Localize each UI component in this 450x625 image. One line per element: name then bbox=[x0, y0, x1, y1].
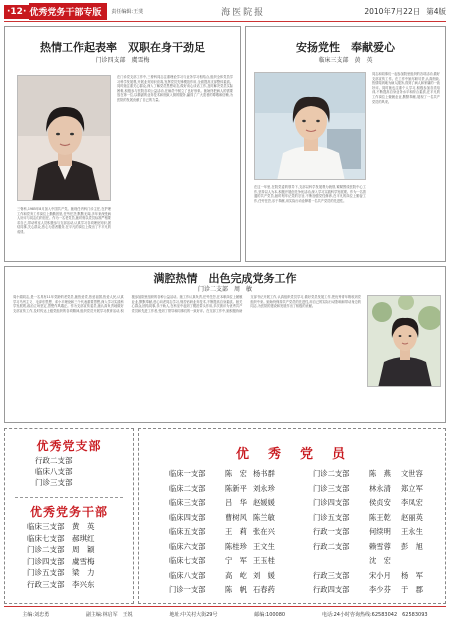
member-cell: 李少芬 bbox=[369, 585, 391, 594]
list-item: 临床三支部 黄 英 bbox=[27, 522, 95, 531]
member-cell: 侯贞安 bbox=[369, 498, 391, 507]
member-cell: 临床二支部 bbox=[169, 483, 206, 493]
member-cell: 陈 宏 bbox=[225, 469, 247, 478]
member-cell: 临床三支部 bbox=[169, 498, 206, 507]
article-1-body: 在门诊党支部工作中,三脊科同志注重理论学习与业务学习相结合,组织全体党员学习科学发展观,开展业务知识竞赛,发挥党员先锋模范作用,全面提高支部整体素质。同时她注重关心群众,深入了解党员思想动态,做好谈心谈话工作,及时解决党员实际困难,积极参与医院各项公益活动,在病员中树立了良好形象。她始终把病人的需要放在第一位,以精湛的业务技术和细致入微的服务,赢得了广大患者的尊敬和信赖,为医院的发展贡献了自己的力量。 bbox=[117, 75, 233, 102]
article-2-body-right: 同志和同事们一起参加院里组织的各项活动,做好支部宣传工作。在工作中她尽职尽责,认真细致,热情周到地为病人服务,得到了病人和家属的一致好评。同时她也注重个人学习,积极参加各类培训,不断提高自身业务水平和综合素质,在平凡的工作岗位上兢兢业业,默默奉献,展现了一名共产党员的风采。 bbox=[372, 72, 440, 104]
member-cell: 曹树风 bbox=[225, 512, 247, 522]
excellent-members-box bbox=[138, 428, 446, 604]
member-cell: 于 郡 bbox=[401, 585, 423, 594]
footer-item: 主编:刘忠勇 bbox=[22, 612, 50, 618]
member-cell: 陈 帆 bbox=[225, 585, 247, 594]
list-item: 门诊三支部 bbox=[35, 478, 73, 487]
paper-name: 海医院报 bbox=[221, 8, 266, 18]
list-item: 门诊五支部 梁 力 bbox=[27, 568, 95, 577]
list-item: 临床七支部 郝琪红 bbox=[27, 533, 95, 543]
article-1-title: 热情工作起表率 双职在身干劲足 bbox=[40, 41, 205, 54]
article-2-body-bottom: 在这一年里,在院党委的领导下,支部以科学发展观为统领,紧紧围绕医院中心工作,坚持以人为本,积极开展创先争优活动,深入学习实践科学发展观。作为一名普通的共产党员,她时刻牢记党的宗旨,不断加强党性修养,在平凡的岗位上勤奋工作,任劳任怨,乐于奉献,用实际行动诠释着一名共产党员的先进性。 bbox=[254, 185, 366, 203]
member-cell: 王玉桂 bbox=[253, 556, 275, 565]
member-cell: 临床八支部 bbox=[169, 570, 206, 580]
member-cell: 行政三支部 bbox=[313, 570, 350, 580]
member-cell: 门诊三支部 bbox=[313, 483, 350, 493]
article-3-portrait-photo bbox=[367, 295, 441, 387]
section-name: 优秀党务干部专版 bbox=[29, 3, 107, 20]
member-cell: 门诊一支部 bbox=[169, 585, 206, 594]
member-cell: 郑立军 bbox=[401, 483, 423, 493]
member-cell: 刘 媛 bbox=[253, 570, 275, 580]
article-3-body: 周小娟同志,是一名具有11年党龄的老党员,她热爱党,热爱祖国,热爱人民,认真学习马列主义、毛泽东思想、邓小平理论和三个代表重要思想,深入学习实践科学发展观,政治立场坚定,思想作风端正。作为支部宣传委员,她认真负责地做好支部宣传工作,及时传达上级党组织的各项精神,组织党员开展学习教育活动,积极参加院里组织的各种公益活动。她工作认真负责,任劳任怨,在本职岗位上兢兢业业,默默奉献,虚心向老同志学习,刻苦钻研业务技术,不断提高自身素质。她关心群众,团结同事,乐于助人,在科室中起到了模范带头作用,多次被评为优秀共产党员和先进工作者,受到了领导和同事们的一致好评。在支部工作中,她积极协助支部书记开展工作,认真组织党员学习,做好党员发展工作,把优秀青年吸收到党组织中来。她始终保持共产党员的先进性,用自己的实际行动影响和带动身边的同志,为医院的建设和发展作出了积极的贡献。 bbox=[13, 295, 361, 313]
article-3-title: 满腔热情 出色完成党务工作 bbox=[153, 272, 297, 285]
member-cell: 临床五支部 bbox=[169, 527, 206, 536]
member-cell: 陈王乾 bbox=[369, 512, 391, 522]
member-cell: 杨 军 bbox=[401, 570, 423, 580]
page-header bbox=[4, 2, 446, 22]
editor-credit: 责任编辑:王斐 bbox=[111, 9, 144, 15]
section-divider bbox=[15, 497, 123, 498]
member-cell: 彭 旭 bbox=[401, 541, 423, 551]
member-cell: 陈 燕 bbox=[369, 469, 391, 478]
footer-item: 地址:中关村大街29号 bbox=[169, 612, 218, 618]
member-cell: 宋小月 bbox=[369, 570, 391, 580]
article-2 bbox=[245, 26, 446, 262]
member-cell: 何续明 bbox=[369, 527, 391, 536]
footer-item: 副主编:林启军 王锐 bbox=[85, 612, 133, 618]
member-cell: 杨书群 bbox=[253, 469, 275, 478]
list-item: 门诊四支部 虞雪梅 bbox=[27, 556, 95, 566]
member-cell: 临床六支部 bbox=[169, 541, 206, 551]
article-2-byline: 临床三支部 黄 英 bbox=[318, 57, 373, 64]
member-cell: 王文生 bbox=[253, 541, 275, 551]
excellent-cadre-list bbox=[27, 521, 95, 590]
list-item: 门诊二支部 周 颖 bbox=[27, 545, 95, 554]
excellent-branch-box bbox=[4, 428, 134, 604]
member-cell: 陈桂珍 bbox=[225, 541, 247, 551]
member-cell: 临床七支部 bbox=[169, 556, 206, 565]
member-cell: 行政四支部 bbox=[313, 585, 350, 594]
member-cell: 门诊五支部 bbox=[313, 512, 350, 522]
member-cell: 门诊二支部 bbox=[313, 469, 350, 478]
excellent-cadre-title: 优秀党务干部 bbox=[29, 505, 108, 519]
member-cell: 赵媛媛 bbox=[253, 498, 275, 507]
list-item: 行政三支部 李兴东 bbox=[27, 579, 95, 589]
member-cell: 王永生 bbox=[401, 527, 423, 536]
article-1-portrait-photo bbox=[17, 75, 111, 201]
member-cell: 赵丽英 bbox=[401, 512, 423, 522]
list-item: 临床八支部 bbox=[35, 467, 73, 476]
article-3 bbox=[4, 266, 446, 423]
list-item: 行政二支部 bbox=[35, 456, 73, 465]
member-cell: 行政二支部 bbox=[313, 541, 350, 551]
member-cell: 陈新平 bbox=[225, 483, 247, 493]
member-cell: 行政一支部 bbox=[313, 527, 350, 536]
member-cell: 吕 华 bbox=[225, 498, 247, 507]
article-1-body-caption: 三脊科,1985年8月加入中国共产党。她现任内科门诊主任,在护理工作和党务工作岗位上勤勤恳恳,任劳任怨,默默无闻,多年来深受病人好评与同志们的信任。作为一名老党员,她时刻以党员标准严格要求自己,带动科室人员积极参与支部活动,认真学习各项理论知识,团结同事,关心群众,热心为患者服务,在平凡的岗位上做出了不平凡的成绩。 bbox=[17, 207, 111, 234]
footer-item: 电话:24小时咨询热线:62583042 62583093 bbox=[321, 612, 428, 618]
excellent-branch-title: 优秀党支部 bbox=[36, 439, 102, 453]
page-number: ·12· bbox=[4, 5, 29, 19]
footer-item: 邮编:100080 bbox=[254, 612, 286, 618]
member-cell: 临床一支部 bbox=[169, 469, 206, 478]
member-cell: 石春药 bbox=[253, 585, 275, 594]
article-1-byline: 门诊四支部 虞雪梅 bbox=[95, 57, 150, 64]
excellent-branch-list bbox=[35, 455, 73, 488]
member-cell: 高 屹 bbox=[225, 570, 247, 580]
member-cell: 王 莉 bbox=[225, 527, 247, 536]
member-cell: 文世容 bbox=[401, 469, 423, 478]
member-cell: 赖雪蓉 bbox=[369, 541, 391, 551]
article-3-byline: 门诊二支部 周 敏 bbox=[197, 286, 252, 293]
page-footer bbox=[4, 606, 446, 622]
article-2-portrait-photo bbox=[254, 72, 366, 180]
edition-number: 第4版 bbox=[426, 7, 446, 16]
member-cell: 张在兴 bbox=[253, 527, 275, 536]
member-cell: 临床四支部 bbox=[169, 512, 206, 522]
excellent-members-title: 优 秀 党 员 bbox=[235, 447, 348, 462]
member-cell: 陈兰敏 bbox=[253, 512, 275, 522]
member-cell: 门诊四支部 bbox=[313, 498, 350, 507]
member-cell: 李凤宏 bbox=[401, 498, 423, 507]
member-cell: 林永清 bbox=[369, 483, 391, 493]
issue-date: 2010年7月22日 bbox=[364, 7, 421, 16]
article-1 bbox=[4, 26, 241, 262]
member-cell: 沈 宏 bbox=[369, 556, 391, 565]
member-cell: 宁 军 bbox=[225, 556, 247, 565]
member-cell: 刘永珍 bbox=[253, 483, 275, 493]
article-2-title: 安扬党性 奉献爱心 bbox=[296, 41, 395, 54]
